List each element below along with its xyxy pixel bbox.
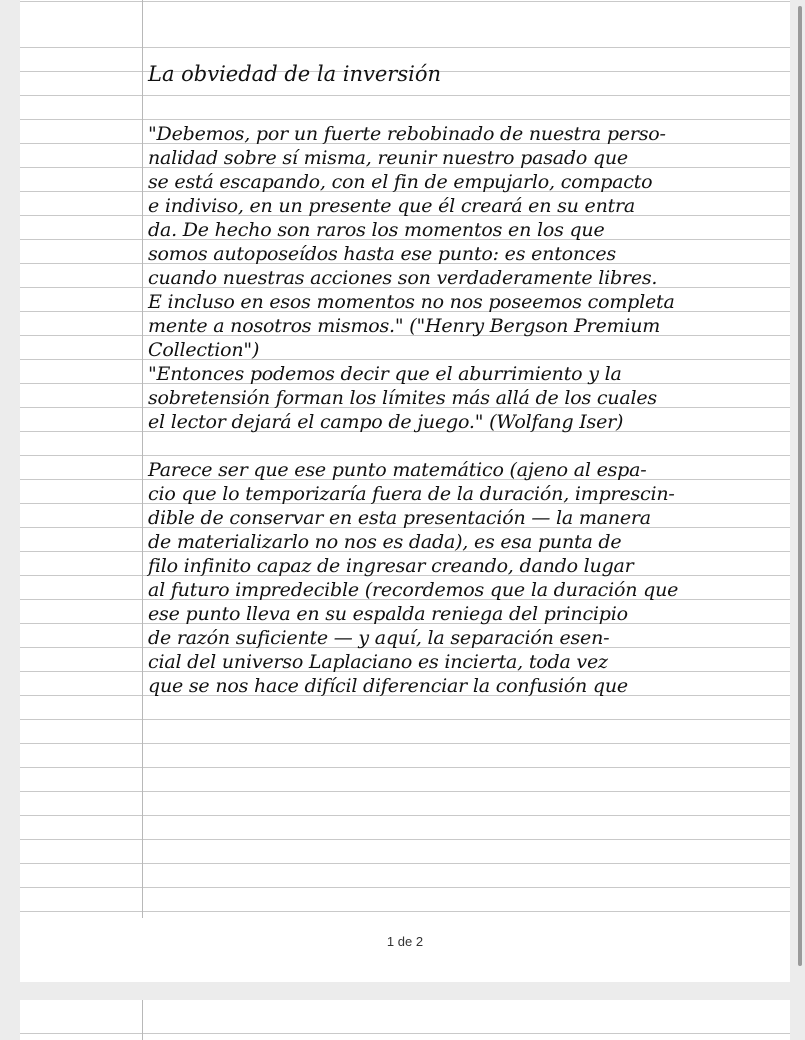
margin-line [142,0,143,918]
text-line: filo infinito capaz de ingresar creando, dando lugar [148,555,634,577]
text-line: "Entonces podemos decir que el aburrimiento y la [148,363,622,385]
text-line: cuando nuestras acciones son verdaderamente libres. [148,267,658,289]
document-page-2 [20,1000,790,1040]
margin-line [142,1000,143,1040]
text-line: cial del universo Laplaciano es incierta, toda vez [148,651,608,673]
text-line: que se nos hace difícil diferenciar la confusión que [148,675,628,697]
text-line: da. De hecho son raros los momentos en los que [148,219,605,241]
text-line: somos autoposeídos hasta ese punto: es entonces [148,243,616,265]
text-line: se está escapando, con el fin de empujarlo, compacto [148,171,653,193]
text-line: dible de conservar en esta presentación — la manera [148,507,651,529]
handwritten-content [148,50,780,698]
paragraph-gap [148,434,780,458]
scrollbar-thumb[interactable] [798,6,802,966]
text-line: ese punto lleva en su espalda reniega del principio [148,603,628,625]
text-line: Collection") [148,339,260,361]
text-line: "Debemos, por un fuerte rebobinado de nuestra perso- [148,123,666,145]
paragraph-block [148,458,780,698]
page-indicator: 1 de 2 [386,934,424,949]
page-title: La obviedad de la inversión [148,62,442,86]
text-line: Parece ser que ese punto matemático (ajeno al espa- [148,459,647,481]
text-line: cio que lo temporizaría fuera de la duración, imprescin- [148,483,675,505]
page-footer-area [20,918,790,982]
text-line: al futuro impredecible (recordemos que la duración que [148,579,679,601]
text-line: mente a nosotros mismos." ("Henry Bergson Premium [148,315,661,337]
document-page-1 [20,0,790,982]
text-line: el lector dejará el campo de juego." (Wolfang Iser) [148,411,624,433]
quote-block-2 [148,362,780,434]
text-line: nalidad sobre sí misma, reunir nuestro pasado que [148,147,628,169]
text-line: de razón suficiente — y aquí, la separación esen- [148,627,610,649]
quote-block-1 [148,122,780,362]
text-line: E incluso en esos momentos no nos poseemos completa [148,291,675,313]
text-line: de materializarlo no nos es dada), es esa punta de [148,531,622,553]
text-line: e indiviso, en un presente que él creará en su entra [148,195,636,217]
text-line: sobretensión forman los límites más allá de los cuales [148,387,657,409]
